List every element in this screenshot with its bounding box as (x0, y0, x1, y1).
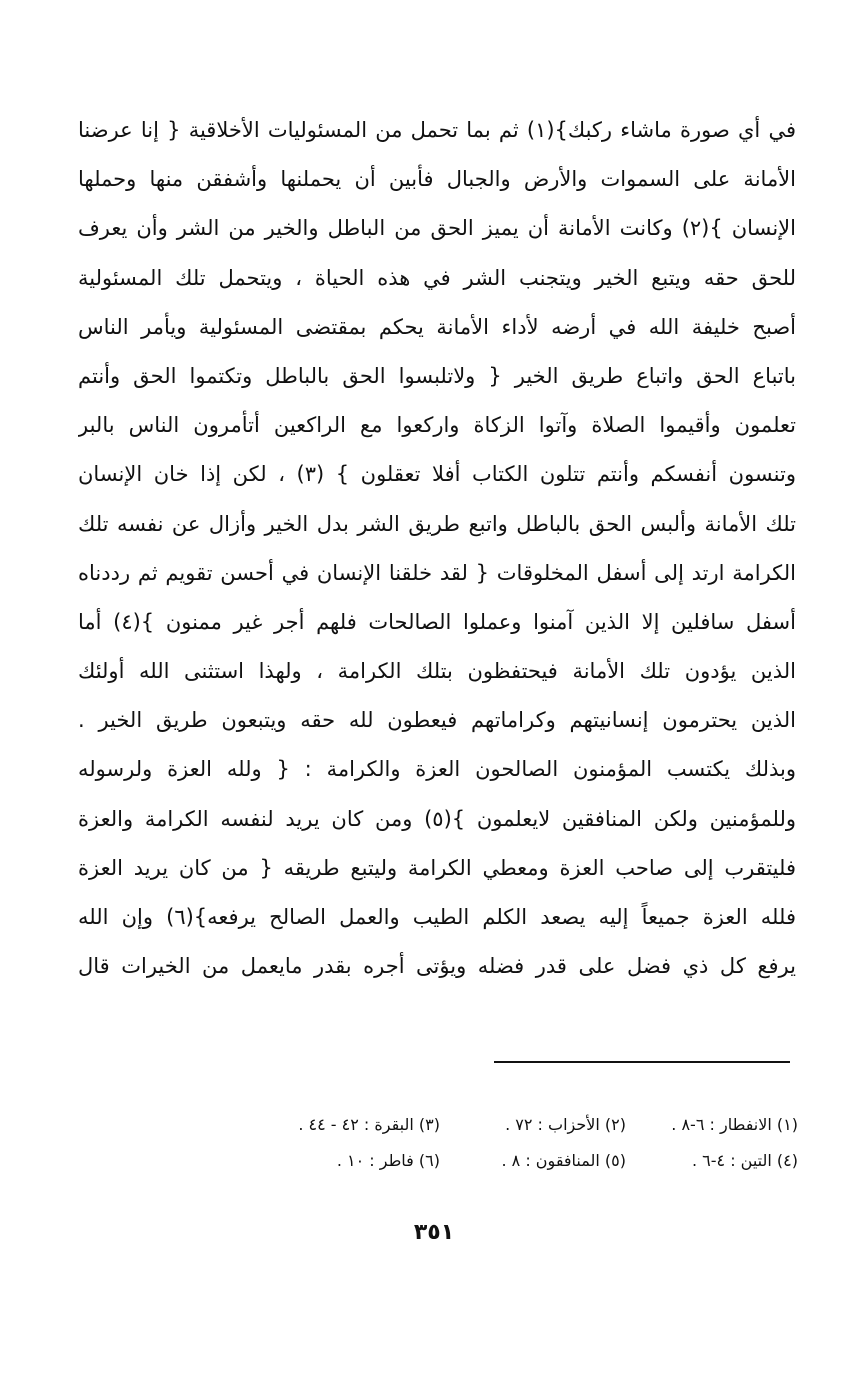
text-line-5: أصبح خليفة الله في أرضه لأداء الأمانة يحكم بمقتضى المسئولية ويأمر الناس (78, 314, 796, 339)
text-line-3: الإنسان }(٢) وكانت الأمانة أن يميز الحق من الباطل والخير من الشر وأن يعرف (78, 216, 796, 241)
text-line-10: الكرامة ارتد إلى أسفل المخلوقات { لقد خلقنا الإنسان في أحسن تقويم ثم رددناه (78, 560, 796, 585)
text-line-9: تلك الأمانة وألبس الحق بالباطل واتبع طريق الشر بدل الخير وأزال عن نفسه تلك (78, 511, 796, 536)
text-line-14: وبذلك يكتسب المؤمنون الصالحون العزة والكرامة : { ولله العزة ولرسوله (78, 757, 796, 782)
footnotes (200, 1107, 798, 1179)
text-line-11: أسفل سافلين إلا الذين آمنوا وعملوا الصالحات فلهم أجر غير ممنون }(٤) أما (78, 609, 796, 634)
text-line-16: فليتقرب إلى صاحب العزة ومعطي الكرامة وليتبع طريقه { من كان يريد العزة (78, 855, 796, 880)
footnote-row-1 (200, 1107, 798, 1143)
text-line-18: يرفع كل ذي فضل على قدر فضله ويؤتى أجره بقدر مايعمل من الخيرات قال (78, 954, 796, 979)
footnote-6: (٦) فاطر : ١٠ . (336, 1151, 440, 1170)
text-line-12: الذين يؤدون تلك الأمانة فيحتفظون بتلك الكرامة ، ولهذا استثنى الله أولئك (78, 659, 796, 684)
footnote-2: (٢) الأحزاب : ٧٢ . (505, 1115, 626, 1134)
footnote-row-2 (200, 1143, 798, 1179)
text-line-2: الأمانة على السموات والأرض والجبال فأبين أن يحملنها وأشفقن منها وحملها (78, 167, 796, 192)
text-line-4: للحق حقه ويتبع الخير ويتجنب الشر في هذه الحياة ، ويتحمل تلك المسئولية (78, 265, 796, 290)
text-line-13: الذين يحترمون إنسانيتهم وكراماتهم فيعطون لله حقه ويتبعون طريق الخير . (78, 708, 796, 733)
footnote-4: (٤) التين : ٤-٦ . (691, 1151, 798, 1170)
footnote-3: (٣) البقرة : ٤٢ - ٤٤ . (298, 1115, 440, 1134)
text-line-15: وللمؤمنين ولكن المنافقين لايعلمون }(٥) ومن كان يريد لنفسه الكرامة والعزة (78, 806, 796, 831)
footnote-separator (494, 1061, 790, 1063)
footnote-1: (١) الانفطار : ٦-٨ . (671, 1115, 798, 1134)
text-line-7: تعلمون وأقيموا الصلاة وآتوا الزكاة واركعوا مع الراكعين أتأمرون الناس بالبر (78, 413, 796, 438)
text-line-17: فلله العزة جميعاً إليه يصعد الكلم الطيب والعمل الصالح يرفعه}(٦) وإن الله (78, 905, 796, 929)
text-line-6: باتباع الحق واتباع طريق الخير { ولاتلبسوا الحق بالباطل وتكتموا الحق وأنتم (78, 363, 796, 388)
page-number: ٣٥١ (413, 1220, 455, 1245)
text-line-1: في أي صورة ماشاء ركبك}(١) ثم بما تحمل من المسئوليات الأخلاقية { إنا عرضنا (78, 118, 796, 142)
main-text-block (78, 106, 796, 991)
footnote-5: (٥) المنافقون : ٨ . (501, 1151, 626, 1170)
text-line-8: وتنسون أنفسكم وأنتم تتلون الكتاب أفلا تعقلون } (٣) ، لكن إذا خان الإنسان (78, 462, 796, 487)
